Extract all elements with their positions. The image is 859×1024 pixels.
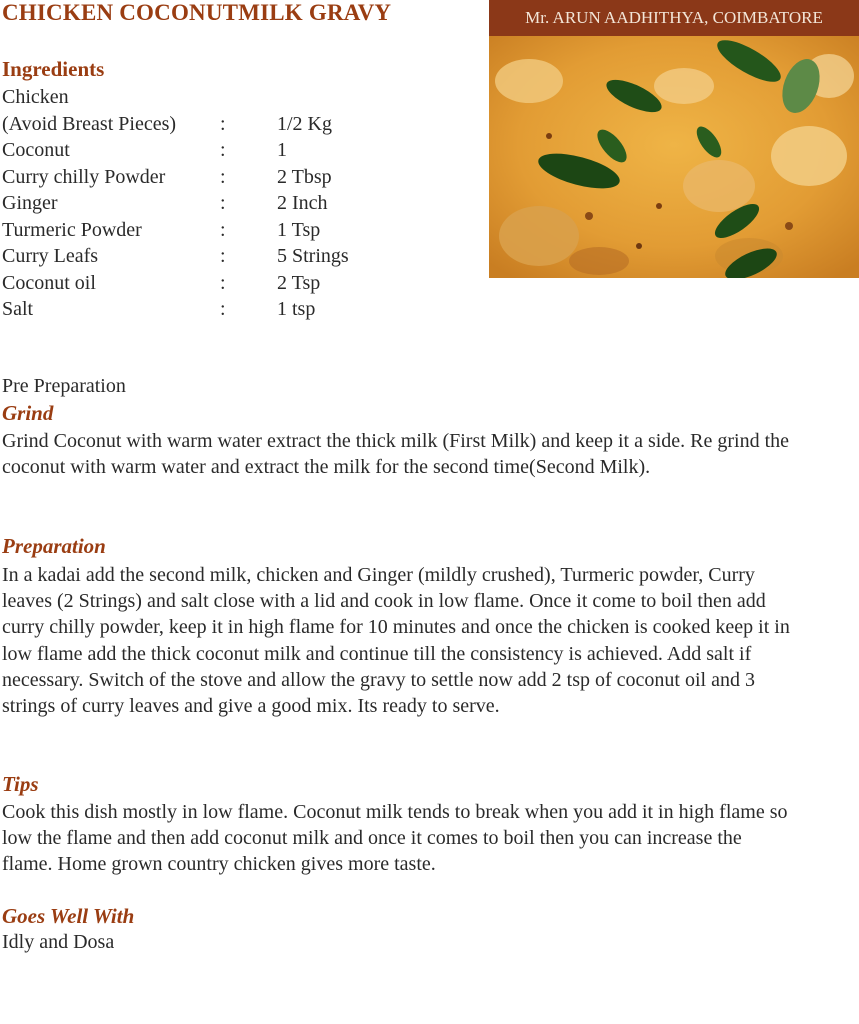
- ingredient-quantity: 1: [277, 139, 287, 161]
- ingredient-row: [2, 84, 349, 111]
- ingredient-name: Coconut oil: [2, 271, 96, 294]
- pre-preparation-label: Pre Preparation: [2, 375, 126, 397]
- ingredient-quantity: 1 Tsp: [277, 218, 321, 241]
- ingredient-separator: :: [220, 271, 226, 294]
- ingredient-quantity: 1 tsp: [277, 298, 316, 320]
- author-name: Mr. ARUN AADHITHYA, COIMBATORE: [525, 8, 823, 27]
- ingredient-quantity: 5 Strings: [277, 245, 349, 267]
- ingredient-separator: :: [220, 112, 226, 135]
- preparation-text: In a kadai add the second milk, chicken and Ginger (mildly crushed), Turmeric powder, Curry leaves (2 Strings) and salt close with a lid and cook in low flame. Once it come to boil then add curry chilly powder, keep it in high flame for 10 minutes and once the chicken is cooked keep it in low flame add the thick coconut milk and continue till the consistency is achieved. Add salt if necessary. Switch of the stove and allow the gravy to settle now add 2 tsp of coconut oil and 3 strings of curry leaves and give a good mix. Its ready to serve.: [2, 564, 790, 718]
- ingredient-row: [2, 296, 349, 323]
- ingredient-separator: :: [220, 139, 226, 161]
- ingredients-heading: Ingredients: [2, 57, 105, 81]
- ingredient-name: Coconut: [2, 139, 70, 161]
- ingredient-name: Turmeric Powder: [2, 218, 142, 241]
- ingredient-row: [2, 190, 349, 217]
- goes-well-with-heading: Goes Well With: [2, 904, 135, 928]
- preparation-heading: Preparation: [2, 534, 106, 558]
- ingredient-name: Salt: [2, 298, 34, 320]
- ingredient-quantity: 2 Inch: [277, 192, 328, 214]
- ingredient-name: Curry chilly Powder: [2, 165, 166, 188]
- goes-well-with-text: Idly and Dosa: [2, 931, 115, 953]
- ingredient-name: Ginger: [2, 192, 58, 214]
- ingredient-separator: :: [220, 298, 226, 320]
- ingredient-separator: :: [220, 218, 226, 241]
- ingredient-name: Curry Leafs: [2, 245, 99, 267]
- ingredient-row: [2, 217, 349, 244]
- ingredient-quantity: 1/2 Kg: [277, 112, 332, 135]
- tips-text: Cook this dish mostly in low flame. Coconut milk tends to break when you add it in high flame so low the flame and then add coconut milk and once it comes to boil then you can increase the flame. Home grown country chicken gives more taste.: [2, 801, 788, 876]
- ingredient-separator: :: [220, 165, 226, 188]
- ingredient-row: [2, 270, 349, 297]
- ingredient-quantity: 2 Tbsp: [277, 165, 332, 188]
- author-banner: [489, 0, 859, 36]
- ingredients-list: [2, 84, 349, 323]
- ingredient-name: Chicken: [2, 86, 69, 108]
- ingredient-row: [2, 243, 349, 270]
- ingredient-separator: :: [220, 245, 226, 267]
- ingredient-quantity: 2 Tsp: [277, 271, 321, 294]
- grind-heading: Grind: [2, 401, 54, 425]
- recipe-title: CHICKEN COCONUTMILK GRAVY: [2, 0, 392, 25]
- ingredient-separator: :: [220, 192, 226, 214]
- dish-photo: [489, 36, 859, 278]
- ingredient-row: [2, 111, 349, 138]
- grind-text: Grind Coconut with warm water extract the thick milk (First Milk) and keep it a side. Re grind the coconut with warm water and extract the milk for the second time(Second Milk).: [2, 430, 790, 479]
- ingredient-row: [2, 164, 349, 191]
- ingredient-row: [2, 137, 349, 164]
- tips-heading: Tips: [2, 772, 39, 796]
- ingredient-name: (Avoid Breast Pieces): [2, 112, 177, 135]
